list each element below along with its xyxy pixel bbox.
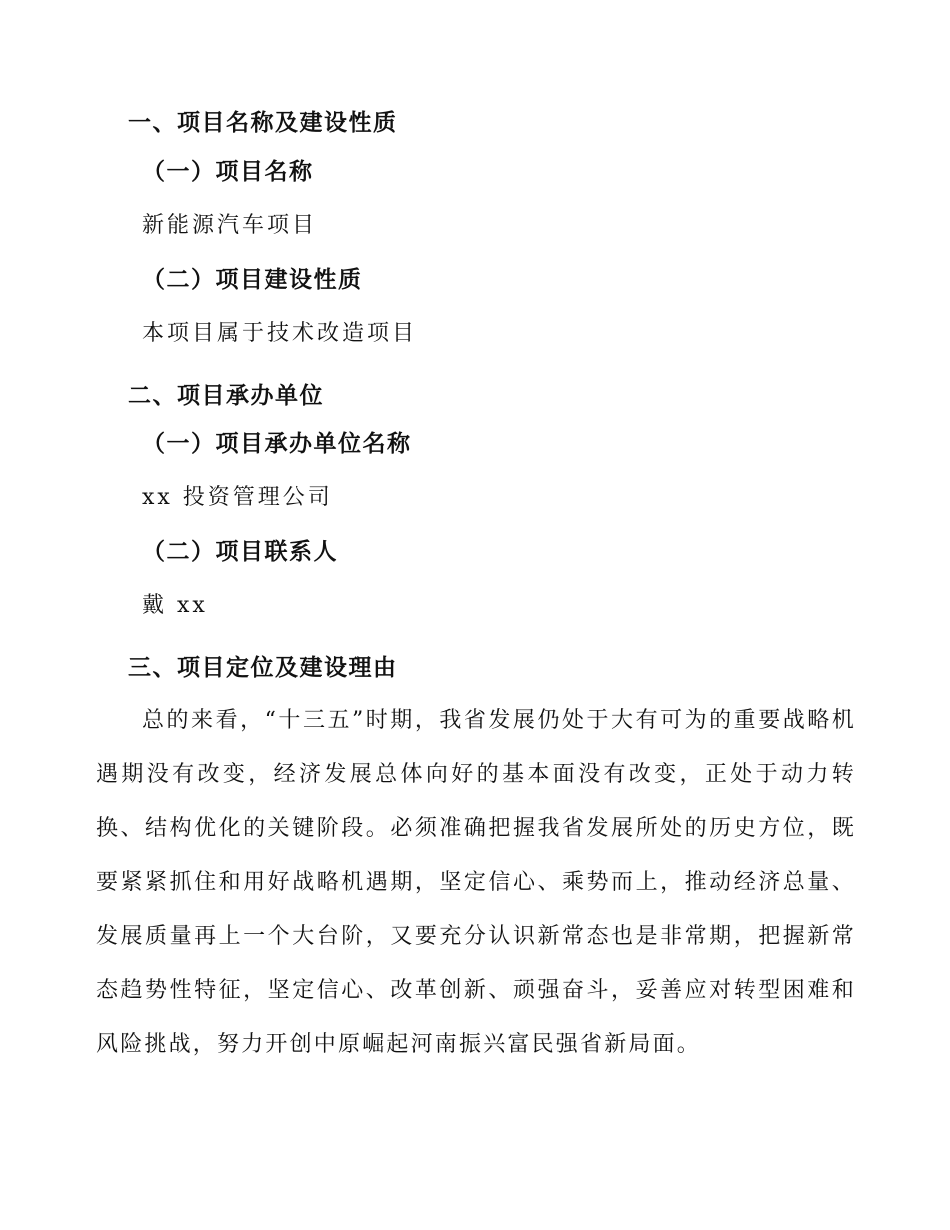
section3-heading: 三、项目定位及建设理由: [128, 654, 398, 681]
section3-paragraph: 总的来看，“十三五”时期，我省发展仍处于大有可为的重要战略机遇期没有改变，经济发展总体向好的基本面没有改变，正处于动力转换、结构优化的关键阶段。必须准确把握我省发展所处的历史方位，既要紧紧抓住和用好战略机遇期，坚定信心、乘势而上，推动经济总量、发展质量再上一个大台阶，又要充分认识新常态也是非常期，把握新常态趋势性特征，坚定信心、改革创新、顽强奋斗，妥善应对转型困难和风险挑战，努力开创中原崛起河南振兴富民强省新局面。: [96, 708, 856, 1057]
project-name-text: 新能源汽车项目: [142, 213, 318, 238]
section1-sub2-heading: （二）项目建设性质: [142, 266, 363, 293]
section2-sub2-heading: （二）项目联系人: [142, 538, 338, 565]
organizer-name-text: xx 投资管理公司: [142, 485, 333, 510]
section2-heading: 二、项目承办单位: [128, 382, 324, 409]
section1-sub1-heading: （一）项目名称: [142, 158, 314, 185]
project-nature-text: 本项目属于技术改造项目: [142, 321, 418, 346]
section2-sub1-heading: （一）项目承办单位名称: [142, 430, 412, 457]
contact-person-text: 戴 xx: [142, 593, 208, 618]
section1-heading: 一、项目名称及建设性质: [128, 109, 398, 136]
